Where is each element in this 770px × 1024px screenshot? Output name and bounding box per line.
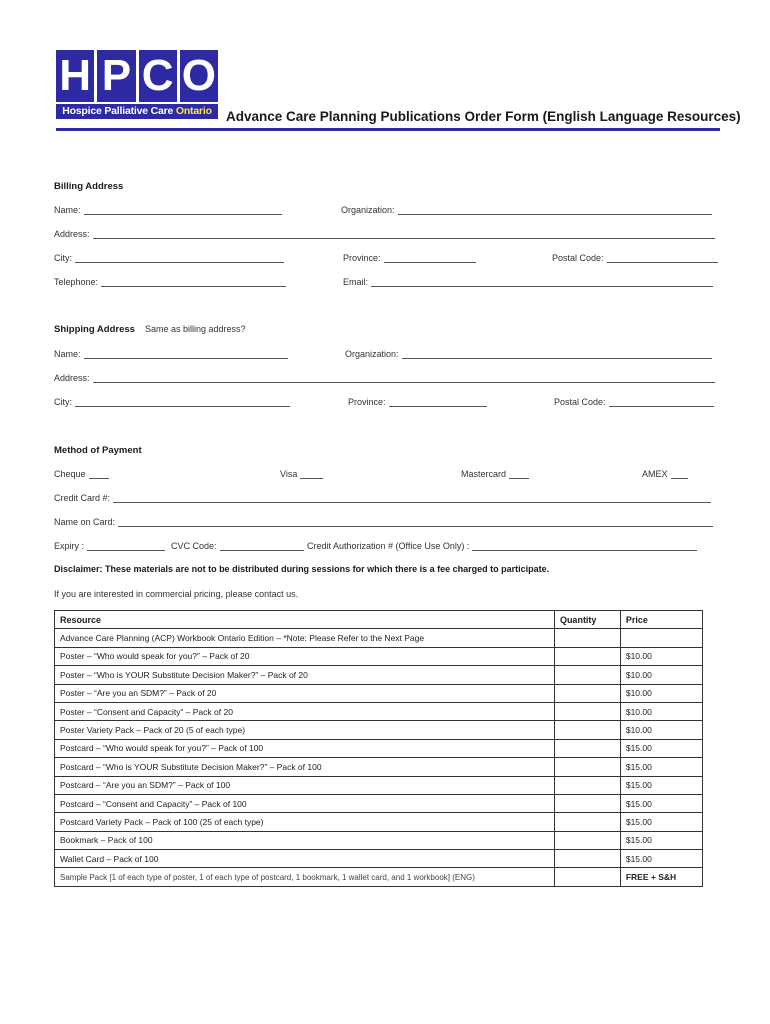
quantity-input-cell[interactable]	[554, 758, 620, 776]
quantity-column-header: Quantity	[554, 611, 620, 629]
shipping-province-label: Province:	[348, 397, 386, 407]
table-header-row	[55, 611, 703, 629]
billing-address-label: Address:	[54, 229, 90, 239]
quantity-input-cell[interactable]	[554, 794, 620, 812]
shipping-address-field[interactable]	[54, 373, 715, 383]
resource-cell: Postcard Variety Pack – Pack of 100 (25 of each type)	[55, 813, 555, 831]
amex-option[interactable]	[642, 469, 688, 479]
price-cell: $15.00	[620, 776, 702, 794]
price-cell	[620, 629, 702, 647]
billing-name-field[interactable]	[54, 205, 282, 215]
quantity-input-cell[interactable]	[554, 868, 620, 886]
table-row	[55, 629, 703, 647]
table-row	[55, 647, 703, 665]
resource-column-header: Resource	[55, 611, 555, 629]
logo-letter: C	[139, 50, 177, 102]
price-cell: $15.00	[620, 813, 702, 831]
price-cell: $15.00	[620, 794, 702, 812]
table-row	[55, 831, 703, 849]
quantity-input-cell[interactable]	[554, 666, 620, 684]
billing-address-field[interactable]	[54, 229, 715, 239]
price-cell: $10.00	[620, 702, 702, 720]
credit-authorization-field[interactable]	[307, 541, 697, 551]
logo-sub-main: Hospice Palliative Care	[62, 105, 176, 117]
table-row	[55, 739, 703, 757]
price-cell: $10.00	[620, 684, 702, 702]
resource-cell: Poster – “Who is YOUR Substitute Decision Maker?” – Pack of 20	[55, 666, 555, 684]
mastercard-option[interactable]	[461, 469, 529, 479]
price-cell: $10.00	[620, 666, 702, 684]
resource-cell: Wallet Card – Pack of 100	[55, 850, 555, 868]
price-cell: $15.00	[620, 758, 702, 776]
resource-cell: Postcard – “Who is YOUR Substitute Decision Maker?” – Pack of 100	[55, 758, 555, 776]
shipping-organization-label: Organization:	[345, 349, 399, 359]
billing-city-label: City:	[54, 253, 72, 263]
resource-cell: Postcard – “Who would speak for you?” – Pack of 100	[55, 739, 555, 757]
shipping-postal-code-field[interactable]	[554, 397, 714, 407]
shipping-province-field[interactable]	[348, 397, 487, 407]
cheque-option[interactable]	[54, 469, 109, 479]
table-row	[55, 813, 703, 831]
logo-letter: O	[180, 50, 218, 102]
resource-cell: Poster – “Are you an SDM?” – Pack of 20	[55, 684, 555, 702]
cvc-field[interactable]	[171, 541, 304, 551]
shipping-city-label: City:	[54, 397, 72, 407]
credit-card-field[interactable]	[54, 493, 711, 503]
commercial-pricing-note: If you are interested in commercial pricing, please contact us.	[54, 589, 299, 599]
price-cell: $15.00	[620, 831, 702, 849]
credit-card-label: Credit Card #:	[54, 493, 111, 503]
resource-cell: Poster Variety Pack – Pack of 20 (5 of each type)	[55, 721, 555, 739]
table-row	[55, 666, 703, 684]
logo-letter: H	[56, 50, 94, 102]
header-divider	[56, 128, 720, 131]
resource-cell: Advance Care Planning (ACP) Workbook Ontario Edition – *Note: Please Refer to the Next Page	[55, 629, 555, 647]
shipping-address-label: Address:	[54, 373, 90, 383]
billing-organization-field[interactable]	[341, 205, 712, 215]
name-on-card-field[interactable]	[54, 517, 713, 527]
price-cell: $10.00	[620, 721, 702, 739]
shipping-name-field[interactable]	[54, 349, 288, 359]
table-row	[55, 758, 703, 776]
amex-label: AMEX	[642, 469, 668, 479]
cvc-label: CVC Code:	[171, 541, 217, 551]
shipping-postal-code-label: Postal Code:	[554, 397, 606, 407]
price-cell: $15.00	[620, 739, 702, 757]
billing-telephone-label: Telephone:	[54, 277, 99, 287]
price-cell: $15.00	[620, 850, 702, 868]
table-row	[55, 702, 703, 720]
visa-label: Visa	[280, 469, 298, 479]
billing-email-field[interactable]	[343, 277, 713, 287]
table-row	[55, 794, 703, 812]
shipping-organization-field[interactable]	[345, 349, 712, 359]
table-row	[55, 684, 703, 702]
quantity-input-cell[interactable]	[554, 739, 620, 757]
page-title: Advance Care Planning Publications Order Form (English Language Resources)	[226, 109, 741, 124]
billing-province-field[interactable]	[343, 253, 476, 263]
billing-email-label: Email:	[343, 277, 369, 287]
quantity-input-cell[interactable]	[554, 684, 620, 702]
price-column-header: Price	[620, 611, 702, 629]
quantity-input-cell[interactable]	[554, 702, 620, 720]
billing-organization-label: Organization:	[341, 205, 395, 215]
quantity-input-cell[interactable]	[554, 647, 620, 665]
billing-city-field[interactable]	[54, 253, 284, 263]
visa-option[interactable]	[280, 469, 323, 479]
logo-sub-accent: Ontario	[175, 105, 212, 117]
payment-title: Method of Payment	[54, 445, 142, 456]
price-cell: FREE + S&H	[620, 868, 702, 886]
quantity-input-cell[interactable]	[554, 850, 620, 868]
same-as-billing-question[interactable]: Same as billing address?	[145, 324, 246, 334]
resource-table	[54, 610, 703, 887]
name-on-card-label: Name on Card:	[54, 517, 116, 527]
quantity-input-cell[interactable]	[554, 813, 620, 831]
billing-province-label: Province:	[343, 253, 381, 263]
table-row	[55, 868, 703, 886]
resource-cell: Poster – “Who would speak for you?” – Pack of 20	[55, 647, 555, 665]
quantity-input-cell[interactable]	[554, 721, 620, 739]
billing-title: Billing Address	[54, 181, 124, 192]
table-row	[55, 776, 703, 794]
quantity-input-cell[interactable]	[554, 831, 620, 849]
mastercard-label: Mastercard	[461, 469, 507, 479]
expiry-label: Expiry :	[54, 541, 85, 551]
quantity-input-cell[interactable]	[554, 629, 620, 647]
cheque-label: Cheque	[54, 469, 86, 479]
billing-postal-code-label: Postal Code:	[552, 253, 604, 263]
shipping-title: Shipping Address	[54, 324, 135, 335]
table-row	[55, 850, 703, 868]
resource-cell: Postcard – “Are you an SDM?” – Pack of 100	[55, 776, 555, 794]
quantity-input-cell[interactable]	[554, 776, 620, 794]
billing-telephone-field[interactable]	[54, 277, 286, 287]
credit-authorization-label: Credit Authorization # (Office Use Only) :	[307, 541, 470, 551]
disclaimer-text: Disclaimer: These materials are not to be distributed during sessions for which there is a fee charged to participate.	[54, 564, 550, 574]
expiry-field[interactable]	[54, 541, 165, 551]
price-cell: $10.00	[620, 647, 702, 665]
table-row	[55, 721, 703, 739]
billing-name-label: Name:	[54, 205, 81, 215]
hpco-logo	[56, 50, 218, 120]
resource-cell: Postcard – “Consent and Capacity” – Pack of 100	[55, 794, 555, 812]
resource-cell: Sample Pack [1 of each type of poster, 1 of each type of postcard, 1 bookmark, 1 wallet card, and 1 workbook] (ENG)	[55, 868, 555, 886]
shipping-name-label: Name:	[54, 349, 81, 359]
resource-cell: Bookmark – Pack of 100	[55, 831, 555, 849]
logo-letters	[56, 50, 218, 102]
logo-letter: P	[97, 50, 135, 102]
billing-postal-code-field[interactable]	[552, 253, 718, 263]
logo-subtitle	[56, 104, 218, 119]
shipping-city-field[interactable]	[54, 397, 290, 407]
resource-cell: Poster – “Consent and Capacity” – Pack of 20	[55, 702, 555, 720]
